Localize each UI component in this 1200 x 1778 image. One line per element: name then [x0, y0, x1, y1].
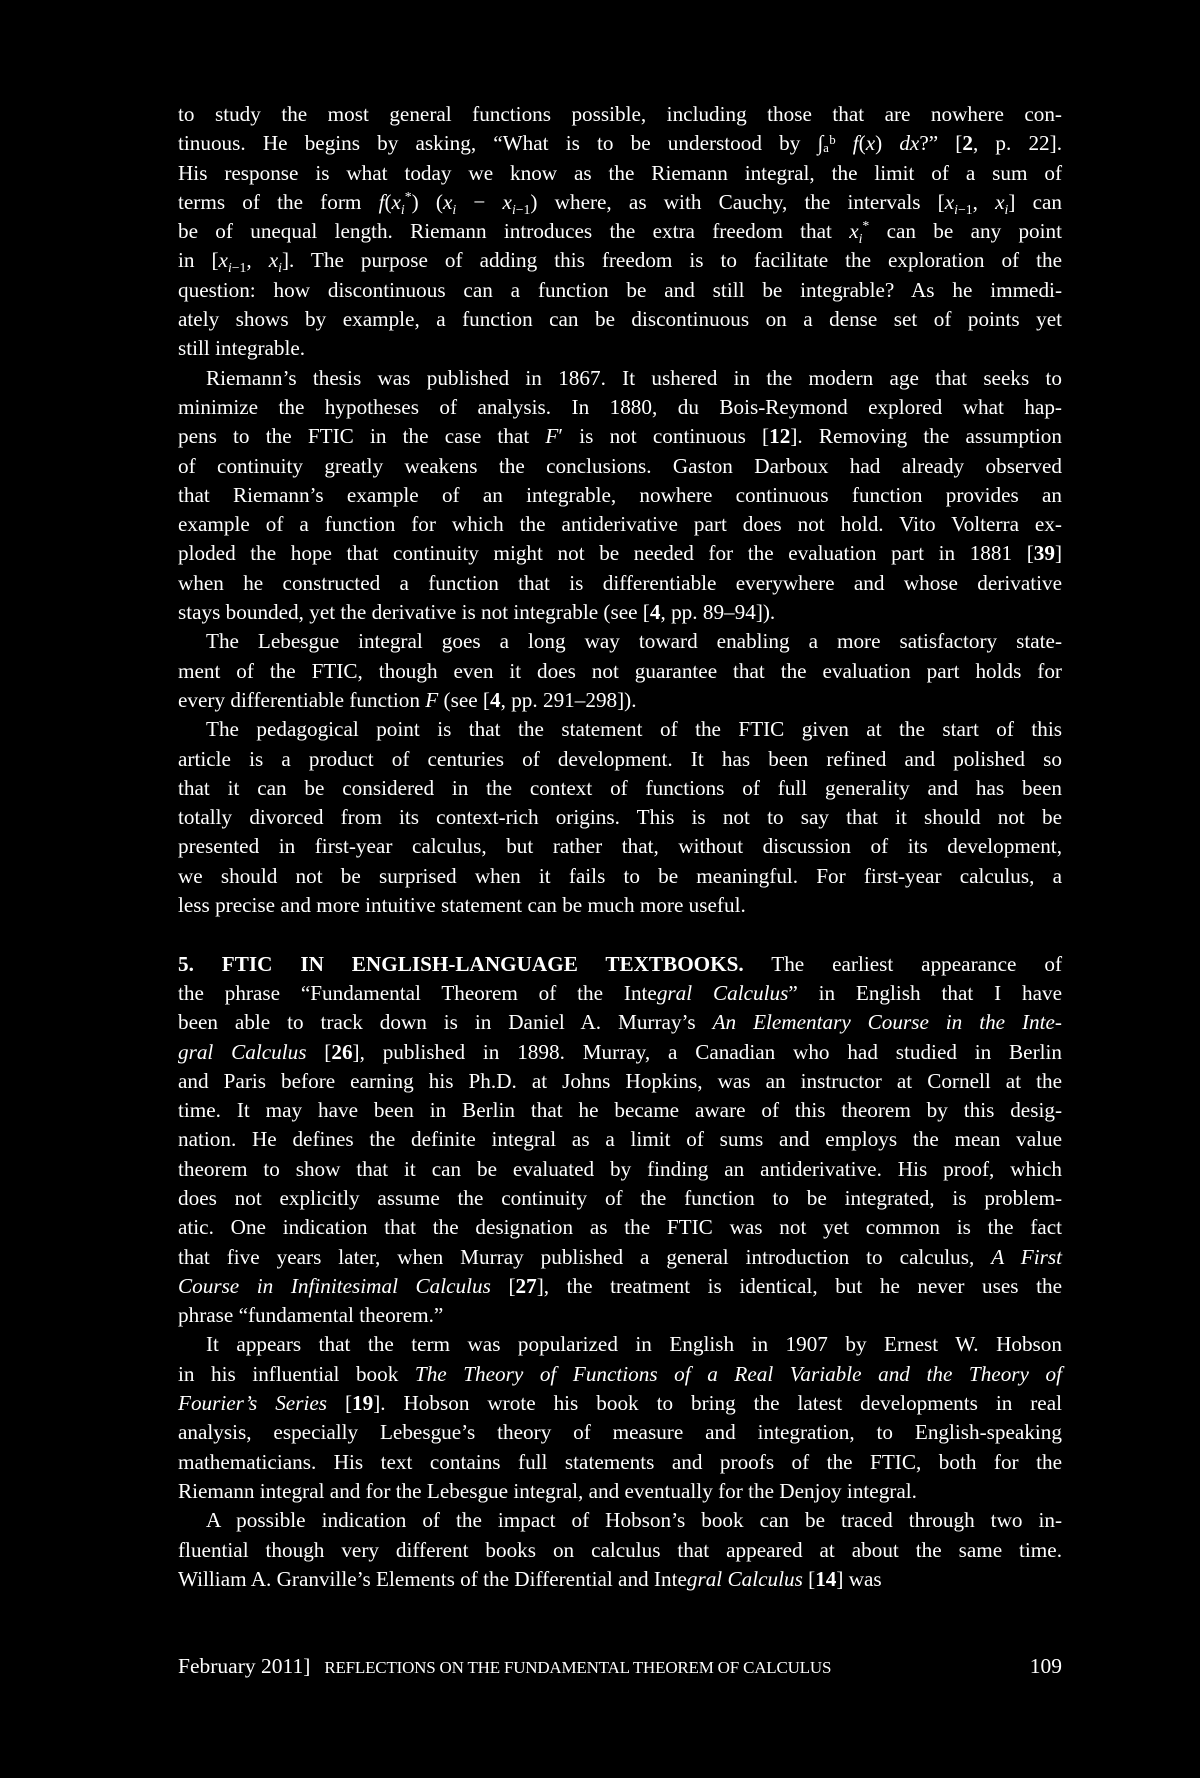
text-line: in his influential book The Theory of Functions of a Real Variable and the Theory of — [178, 1361, 1062, 1386]
text-line: when he constructed a function that is differentiable everywhere and whose derivative — [178, 570, 1062, 595]
text-line: terms of the form $f(x_i^*) (x_i - x_{i-1})$ where, as with Cauchy, the intervals [$x_{i-1}$, $x_i$] can — [178, 188, 1063, 218]
text-line: minimize the hypotheses of analysis. In 1880, du Bois-Reymond explored what hap- — [178, 394, 1062, 419]
text-line: mathematicians. His text contains full statements and proofs of the FTIC, both for the — [178, 1449, 1062, 1474]
text-line: Riemann integral and for the Lebesgue integral, and eventually for the Denjoy integral. — [178, 1478, 917, 1503]
paragraph — [178, 627, 1062, 715]
text-line: does not explicitly assume the continuity of the function to be integrated, is problem- — [178, 1185, 1062, 1210]
journal-issue-date: February 2011] — [178, 1654, 311, 1678]
text-line: gral Calculus [26], published in 1898. Murray, a Canadian who had studied in Berlin — [178, 1039, 1063, 1064]
text-line: phrase “fundamental theorem.” — [178, 1303, 444, 1328]
text-line: ately shows by example, a function can be discontinuous on a dense set of points yet — [178, 307, 1062, 332]
text-line: that Riemann’s example of an integrable, nowhere continuous function provides an — [178, 482, 1062, 507]
text-line: The pedagogical point is that the statement of the FTIC given at the start of this — [206, 717, 1062, 742]
section-5-paragraph — [178, 950, 1062, 1331]
paragraph — [178, 364, 1062, 628]
text-line: Course in Infinitesimal Calculus [27], the treatment is identical, but he never uses the — [178, 1273, 1063, 1298]
text-line: in [$x_{i-1}$, $x_i$]. The purpose of adding this freedom is to facilitate the exploration of the — [178, 248, 1062, 276]
text-line: been able to track down is in Daniel A. Murray’s An Elementary Course in the Inte- — [178, 1010, 1062, 1035]
text-line: to study the most general functions possible, including those that are nowhere con- — [178, 102, 1062, 126]
paragraph — [178, 1330, 1062, 1506]
text-line: the phrase “Fundamental Theorem of the Integral Calculus” in English that I have — [178, 980, 1062, 1005]
running-title: REFLECTIONS ON THE FUNDAMENTAL THEOREM OF CALCULUS — [324, 1658, 832, 1677]
page-footer — [178, 1651, 1062, 1681]
text-line: of continuity greatly weakens the conclusions. Gaston Darboux had already observed — [178, 453, 1062, 478]
text-line: It appears that the term was popularized in English in 1907 by Ernest W. Hobson — [206, 1332, 1062, 1357]
text-line: A possible indication of the impact of Hobson’s book can be traced through two in- — [206, 1508, 1062, 1533]
text-line: still integrable. — [178, 336, 306, 361]
text-line: that five years later, when Murray published a general introduction to calculus, A First — [178, 1244, 1062, 1269]
article-body — [178, 100, 1062, 1594]
text-line: less precise and more intuitive statement can be much more useful. — [178, 893, 746, 918]
text-line: tinuous. He begins by asking, “What is to be understood by ∫ₐᵇ f(x) dx?” [2, p. 22]. — [178, 131, 1062, 156]
text-line: fluential though very different books on calculus that appeared at about the same time. — [178, 1537, 1062, 1562]
text-line: we should not be surprised when it fails to be meaningful. For first-year calculus, a — [178, 863, 1062, 888]
text-line: William A. Granville’s Elements of the Differential and Integral Calculus [14] was — [178, 1566, 882, 1591]
text-line: be of unequal length. Riemann introduces the extra freedom that $x_i^*$ can be any point — [178, 218, 1063, 247]
text-line: nation. He defines the definite integral as a limit of sums and employs the mean value — [178, 1127, 1062, 1152]
text-line: Riemann’s thesis was published in 1867. It ushered in the modern age that seeks to — [206, 365, 1062, 390]
text-line: totally divorced from its context-rich origins. This is not to say that it should not be — [178, 805, 1062, 830]
text-line: that it can be considered in the context of functions of full generality and has been — [178, 775, 1062, 800]
paragraph — [178, 100, 1062, 364]
paragraph — [178, 715, 1062, 920]
text-line: ment of the FTIC, though even it does not guarantee that the evaluation part holds for — [178, 658, 1062, 683]
text-line: stays bounded, yet the derivative is not integrable (see [4, pp. 89–94]). — [178, 600, 776, 625]
text-line: presented in first-year calculus, but rather that, without discussion of its development, — [178, 834, 1062, 859]
text-line: example of a function for which the antiderivative part does not hold. Vito Volterra ex- — [178, 512, 1062, 537]
text-line: His response is what today we know as the Riemann integral, the limit of a sum of — [178, 160, 1062, 185]
text-line: every differentiable function F (see [4, pp. 291–298]). — [178, 687, 637, 712]
text-line: analysis, especially Lebesgue’s theory of measure and integration, to English-speaking — [178, 1420, 1062, 1445]
text-line: pens to the FTIC in the case that F′ is not continuous [12]. Removing the assumption — [178, 424, 1062, 449]
text-line: article is a product of centuries of development. It has been refined and polished so — [178, 746, 1062, 771]
section-heading-line: 5. FTIC IN ENGLISH-LANGUAGE TEXTBOOKS. The earliest appearance of — [178, 951, 1063, 976]
paragraph — [178, 1506, 1062, 1594]
text-line: Fourier’s Series [19]. Hobson wrote his book to bring the latest developments in real — [178, 1391, 1063, 1416]
text-line: atic. One indication that the designation as the FTIC was not yet common is the fact — [178, 1215, 1062, 1240]
section-gap — [178, 920, 1062, 949]
text-line: The Lebesgue integral goes a long way toward enabling a more satisfactory state- — [206, 629, 1062, 654]
text-line: theorem to show that it can be evaluated by finding an antiderivative. His proof, which — [178, 1156, 1062, 1181]
text-line: and Paris before earning his Ph.D. at Johns Hopkins, was an instructor at Cornell at the — [178, 1068, 1062, 1093]
page-number: 109 — [1029, 1654, 1062, 1678]
text-line: time. It may have been in Berlin that he became aware of this theorem by this desig- — [178, 1098, 1062, 1123]
text-line: ploded the hope that continuity might not be needed for the evaluation part in 1881 [39] — [178, 541, 1062, 566]
text-line: question: how discontinuous can a function be and still be integrable? As he immedi- — [178, 277, 1062, 302]
